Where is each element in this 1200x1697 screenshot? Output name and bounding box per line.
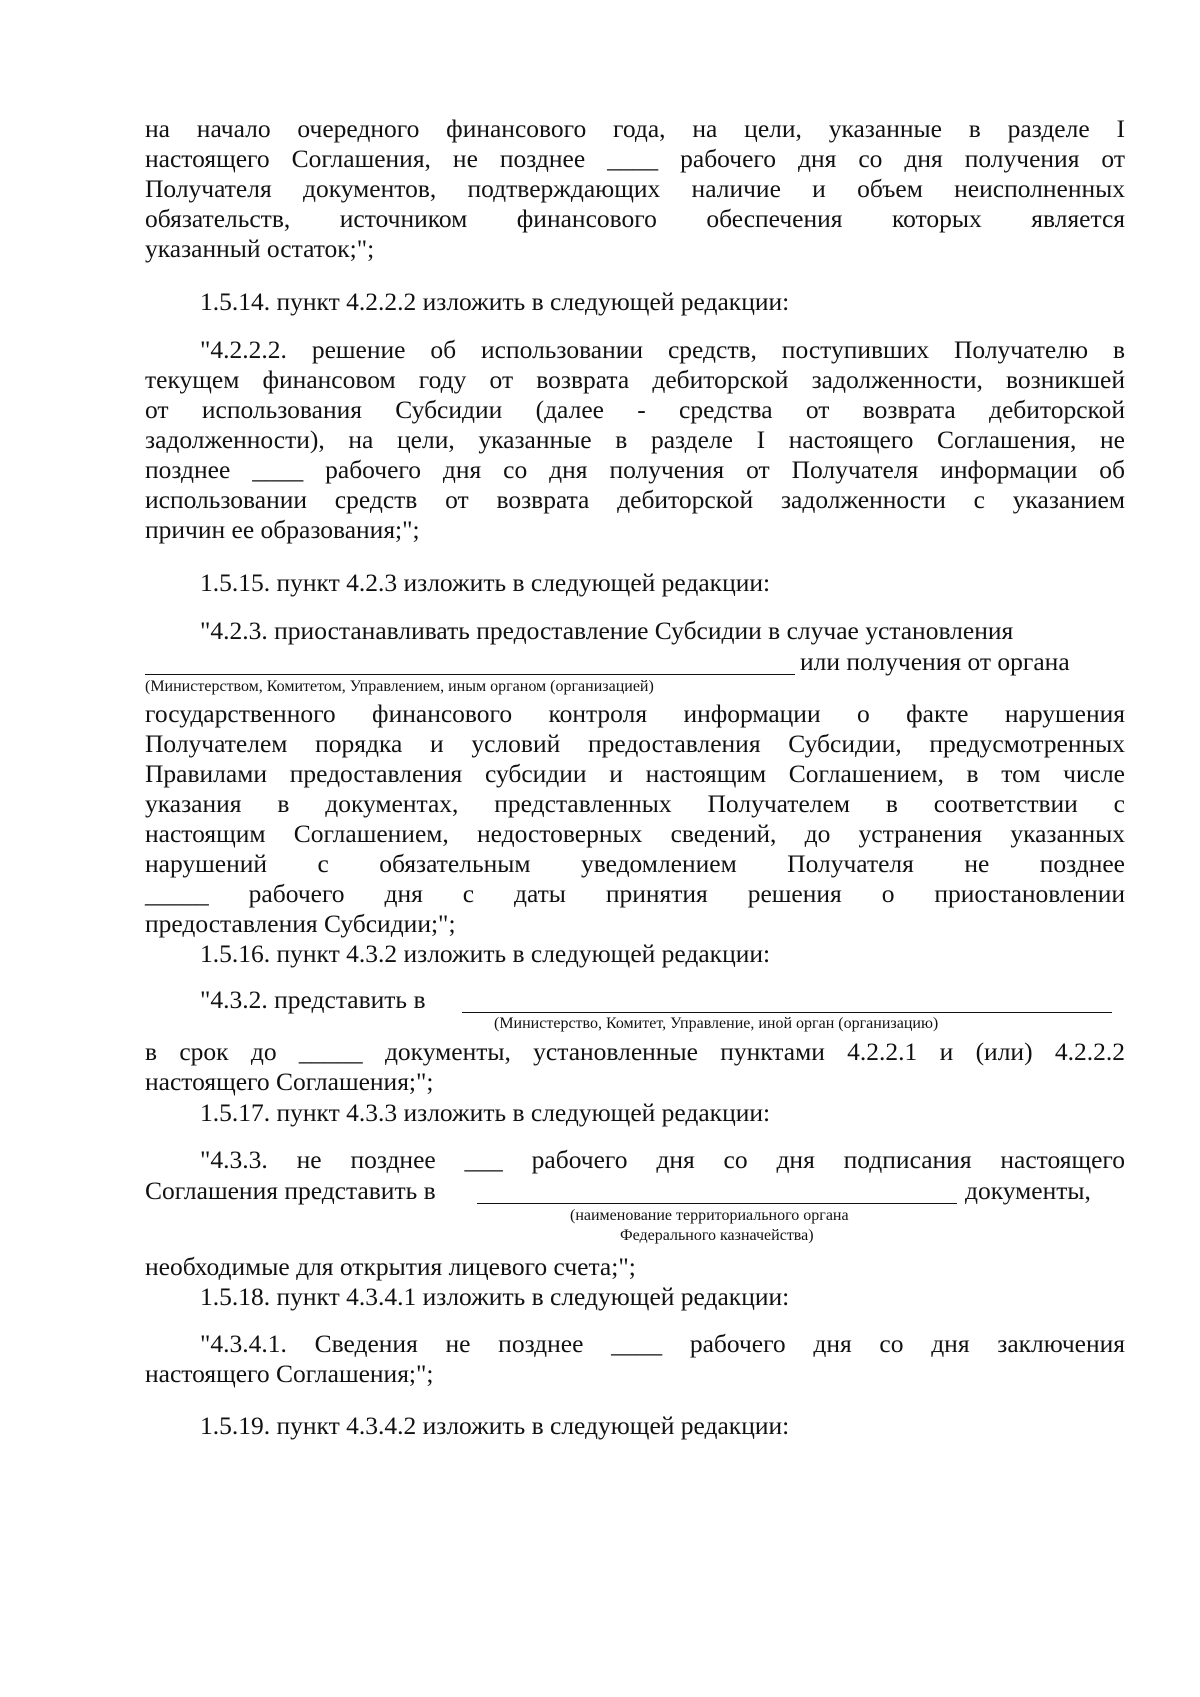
text-line: от использования Субсидии (далее - средства от возврата дебиторской	[145, 395, 1125, 424]
section-heading-1-5-16: 1.5.16. пункт 4.3.2 изложить в следующей редакции:	[200, 939, 771, 968]
section-heading-1-5-19: 1.5.19. пункт 4.3.4.2 изложить в следующей редакции:	[200, 1411, 790, 1440]
text-line: текущем финансовом году от возврата дебиторской задолженности, возникшей	[145, 365, 1125, 394]
field-caption: (наименование территориального органа	[570, 1207, 849, 1224]
text-line: позднее ____ рабочего дня со дня получения от Получателя информации об	[145, 455, 1125, 484]
text-line: причин ее образования;";	[145, 515, 420, 544]
text-line: на начало очередного финансового года, на цели, указанные в разделе I	[145, 114, 1125, 143]
text-line: использовании средств от возврата дебиторской задолженности с указанием	[145, 485, 1125, 514]
text-line: или получения от органа	[800, 647, 1070, 676]
text-line: задолженности), на цели, указанные в разделе I настоящего Соглашения, не	[145, 425, 1125, 454]
text-line: государственного финансового контроля информации о факте нарушения	[145, 699, 1125, 728]
section-heading-1-5-14: 1.5.14. пункт 4.2.2.2 изложить в следующей редакции:	[200, 287, 790, 316]
blank-line	[145, 674, 795, 675]
text-line: в срок до _____ документы, установленные пунктами 4.2.2.1 и (или) 4.2.2.2	[145, 1037, 1125, 1066]
text-line: "4.2.2.2. решение об использовании средств, поступивших Получателю в	[200, 335, 1125, 364]
text-line: настоящего Соглашения;";	[145, 1359, 434, 1388]
text-line: "4.3.4.1. Сведения не позднее ____ рабочего дня со дня заключения	[200, 1329, 1125, 1358]
text-line: "4.3.3. не позднее ___ рабочего дня со дня подписания настоящего	[200, 1145, 1125, 1174]
text-line: настоящего Соглашения, не позднее ____ рабочего дня со дня получения от	[145, 144, 1125, 173]
section-heading-1-5-18: 1.5.18. пункт 4.3.4.1 изложить в следующей редакции:	[200, 1282, 790, 1311]
text-line: Получателя документов, подтверждающих наличие и объем неисполненных	[145, 174, 1125, 203]
field-caption: (Министерство, Комитет, Управление, иной орган (организацию)	[494, 1015, 939, 1032]
section-heading-1-5-15: 1.5.15. пункт 4.2.3 изложить в следующей редакции:	[200, 568, 771, 597]
text-line: предоставления Субсидии;";	[145, 909, 456, 938]
text-line: настоящего Соглашения;";	[145, 1067, 434, 1096]
blank-line	[477, 1203, 957, 1204]
field-caption: Федерального казначейства)	[620, 1227, 814, 1244]
text-line: _____ рабочего дня с даты принятия решения о приостановлении	[145, 879, 1125, 908]
text-line: "4.3.2. представить в	[200, 985, 426, 1014]
text-line: Соглашения представить в	[145, 1176, 436, 1205]
blank-line	[462, 1012, 1112, 1013]
section-heading-1-5-17: 1.5.17. пункт 4.3.3 изложить в следующей редакции:	[200, 1098, 771, 1127]
text-line: Правилами предоставления субсидии и настоящим Соглашением, в том числе	[145, 759, 1125, 788]
field-caption: (Министерством, Комитетом, Управлением, иным органом (организацией)	[145, 678, 654, 695]
text-line: документы,	[965, 1176, 1091, 1205]
text-line: необходимые для открытия лицевого счета;";	[145, 1252, 636, 1281]
text-line: обязательств, источником финансового обеспечения которых является	[145, 204, 1125, 233]
text-line: настоящим Соглашением, недостоверных сведений, до устранения указанных	[145, 819, 1125, 848]
text-line: указания в документах, представленных Получателем в соответствии с	[145, 789, 1125, 818]
text-line: нарушений с обязательным уведомлением Получателя не позднее	[145, 849, 1125, 878]
text-line: указанный остаток;";	[145, 234, 375, 263]
text-line: Получателем порядка и условий предоставления Субсидии, предусмотренных	[145, 729, 1125, 758]
text-line: "4.2.3. приостанавливать предоставление Субсидии в случае установления	[200, 616, 1014, 645]
